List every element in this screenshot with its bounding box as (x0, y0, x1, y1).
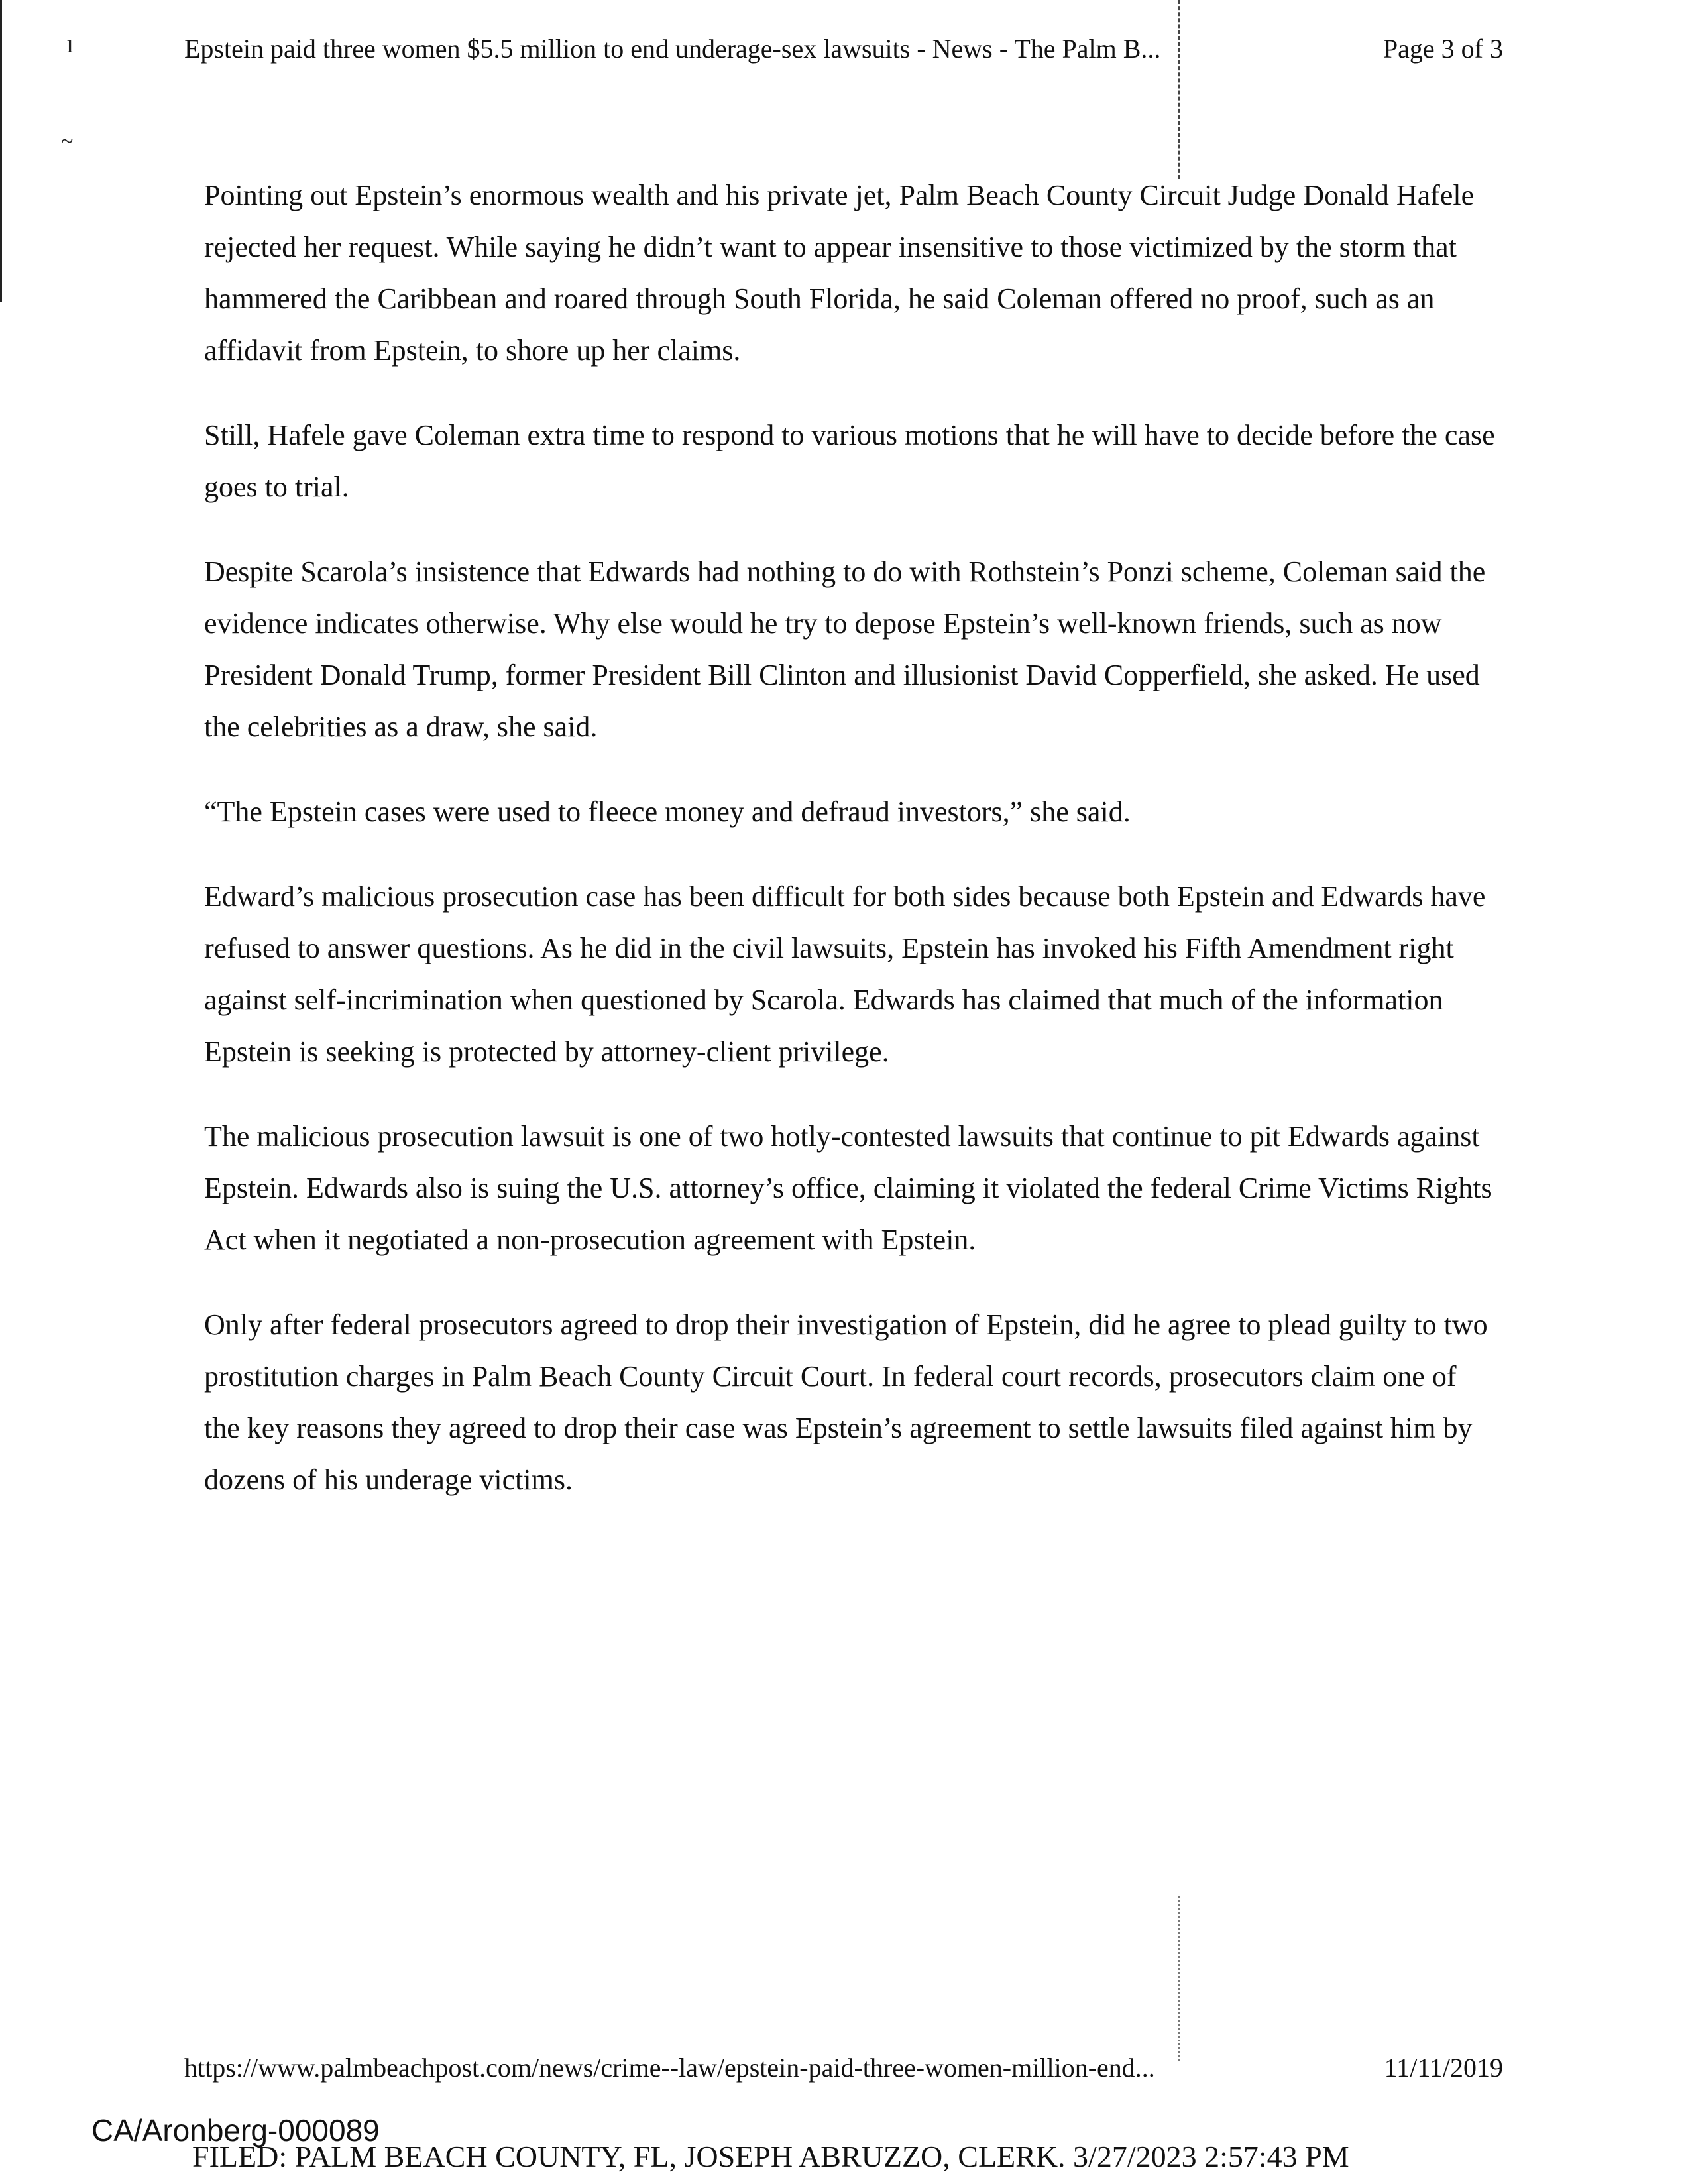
fold-crease-line (1178, 1896, 1182, 2061)
page-title: Epstein paid three women $5.5 million to end underage-sex lawsuits - News - The Palm B... (184, 34, 1161, 64)
scan-speck-mark: ı (66, 29, 74, 58)
bates-number: CA/Aronberg-000089 (91, 2113, 380, 2148)
article-paragraph: Edward’s malicious prosecution case has been difficult for both sides because both Epstein and Edwards have refused to answer questions. As he did in the civil lawsuits, Epstein has invoked his Fifth Amendment right against self-incrimination when questioned by Scarola. Edwards has claimed that much of the information Epstein is seeking is protected by attorney-client privilege. (204, 880, 1486, 1068)
article-paragraph: The malicious prosecution lawsuit is one of two hotly-contested lawsuits that continue to pit Edwards against Epstein. Edwards also is suing the U.S. attorney’s office, claiming it violated the federal Crime Victims Rights Act when it negotiated a non-prosecution agreement with Epstein. (204, 1120, 1492, 1256)
source-url: https://www.palmbeachpost.com/news/crime--law/epstein-paid-three-women-million-end... (184, 2053, 1155, 2083)
article-paragraph: Despite Scarola’s insistence that Edwards had nothing to do with Rothstein’s Ponzi scheme, Coleman said the evidence indicates otherwise. Why else would he try to depose Epstein’s well-known friends, such as now President Donald Trump, former President Bill Clinton and illusionist David Copperfield, she asked. He used the celebrities as a draw, she said. (204, 555, 1486, 743)
scan-speck-mark: ~ (61, 129, 74, 154)
article-paragraph: “The Epstein cases were used to fleece money and defraud investors,” she said. (204, 795, 1131, 828)
article-paragraph: Pointing out Epstein’s enormous wealth and his private jet, Palm Beach County Circuit Judge Donald Hafele rejected her request. While saying he didn’t want to appear insensitive to those victimized by the storm that hammered the Caribbean and roared through South Florida, he said Coleman offered no proof, such as an affidavit from Epstein, to shore up her claims. (204, 179, 1475, 367)
article-paragraph: Only after federal prosecutors agreed to drop their investigation of Epstein, did he agree to plead guilty to two prostitution charges in Palm Beach County Circuit Court. In federal court records, prosecutors claim one of the key reasons they agreed to drop their case was Epstein’s agreement to settle lawsuits filed against him by dozens of his underage victims. (204, 1308, 1488, 1496)
print-date: 11/11/2019 (1384, 2053, 1503, 2083)
scan-edge-line (0, 0, 2, 302)
page-number: Page 3 of 3 (1382, 34, 1503, 64)
article-body (204, 170, 1496, 1539)
fold-crease-line (1178, 0, 1182, 179)
print-header (184, 29, 1503, 69)
print-footer (184, 2048, 1503, 2088)
filed-stamp: FILED: PALM BEACH COUNTY, FL, JOSEPH ABRUZZO, CLERK. 3/27/2023 2:57:43 PM (192, 2140, 1349, 2173)
article-paragraph: Still, Hafele gave Coleman extra time to respond to various motions that he will have to decide before the case goes to trial. (204, 419, 1495, 503)
